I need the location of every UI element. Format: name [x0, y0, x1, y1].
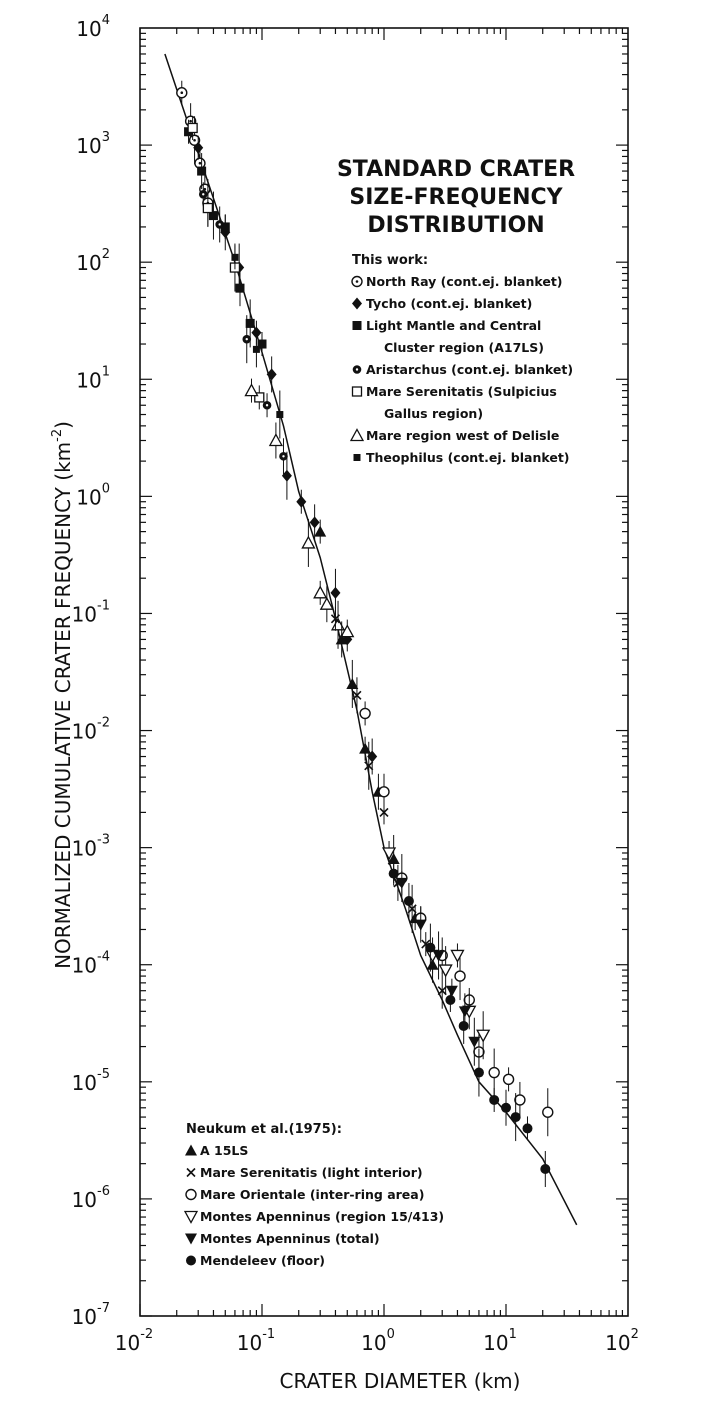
y-tick-label [72, 1184, 110, 1212]
legend-label: A 15LS [200, 1143, 249, 1158]
y-axis-label-text [50, 421, 75, 969]
legend-label: Mare region west of Delisle [366, 428, 560, 443]
chart-title-line-2: SIZE-FREQUENCY [349, 185, 563, 210]
legend-label: Mare Serenitatis (light interior) [200, 1165, 423, 1180]
x-tick-label [483, 1327, 517, 1355]
legend-label: Mare Orientale (inter-ring area) [200, 1187, 425, 1202]
data-point [404, 896, 414, 906]
legend-marker [354, 454, 361, 461]
legend-label: Tycho (cont.ej. blanket) [366, 296, 533, 311]
y-tick-label-exp: -6 [97, 1183, 110, 1199]
y-tick-label-exp: 2 [101, 247, 110, 263]
legend-entry [186, 1187, 424, 1202]
data-point [296, 496, 306, 508]
y-tick-label-exp: 0 [101, 481, 110, 497]
data-point [231, 254, 238, 261]
y-axis-label-sup: -2 [50, 428, 65, 442]
data-point [314, 587, 326, 598]
y-tick-label-base: 10 [71, 953, 98, 978]
legend-entry [354, 450, 570, 465]
chart-title-line-3: DISTRIBUTION [367, 213, 545, 238]
legend-label: Aristarchus (cont.ej. blanket) [366, 362, 574, 377]
data-point [415, 920, 427, 931]
data-point [310, 516, 320, 528]
y-tick-label-exp: -1 [97, 598, 110, 614]
data-point [451, 950, 463, 961]
y-tick-label-exp: -4 [97, 949, 110, 965]
legend-marker [353, 366, 361, 374]
legend-marker [185, 1212, 197, 1223]
y-tick-label-base: 10 [71, 602, 98, 627]
y-axis-label [50, 421, 75, 969]
y-tick-label [72, 598, 110, 626]
data-point [446, 986, 458, 997]
x-tick-label-exp: -2 [140, 1327, 154, 1342]
legend-label: Light Mantle and Central [366, 318, 542, 333]
x-tick-label-base: 10 [236, 1331, 263, 1355]
data-point [445, 995, 455, 1005]
legend-entry [185, 1209, 444, 1224]
data-point [440, 965, 452, 976]
legend-marker [351, 430, 363, 441]
legend-label: Mendeleev (floor) [200, 1253, 326, 1268]
x-tick-label [361, 1327, 395, 1355]
y-tick-label-base: 10 [71, 719, 98, 744]
y-axis-label-tail: ) [51, 421, 75, 429]
y-tick-label-base: 10 [76, 17, 102, 41]
data-point [177, 88, 187, 98]
data-point [515, 1095, 525, 1105]
series-9 [360, 701, 553, 1136]
y-tick-label [76, 13, 110, 41]
data-point [314, 526, 326, 537]
y-tick-label [72, 950, 110, 978]
legend-entry [186, 1253, 325, 1268]
data-points [177, 81, 553, 1187]
data-point [459, 1021, 469, 1031]
legend-entry [353, 318, 542, 333]
y-tick-label [72, 1301, 110, 1329]
y-tick-label-base: 10 [71, 836, 98, 861]
y-tick-label [76, 247, 110, 275]
y-axis-label-main: NORMALIZED CUMULATIVE CRATER FREQUENCY (km [51, 441, 75, 969]
data-point [359, 743, 371, 754]
legend-entry [187, 1165, 423, 1180]
legend-group-1 [185, 1122, 444, 1268]
data-point [489, 1095, 499, 1105]
series-5 [245, 379, 353, 649]
x-tick-label-base: 10 [361, 1331, 387, 1355]
y-tick-label [72, 1067, 110, 1095]
data-point [474, 1068, 484, 1078]
data-point [263, 401, 271, 409]
data-point [425, 943, 435, 953]
legend-entry [353, 384, 557, 399]
data-point [276, 411, 283, 418]
legend-label: Gallus region) [384, 406, 484, 421]
x-tick-label-exp: 2 [630, 1327, 639, 1342]
legend-label: Montes Apenninus (region 15/413) [200, 1209, 445, 1224]
series-3 [199, 182, 287, 474]
legend-heading: This work: [352, 253, 429, 268]
data-point [330, 587, 340, 599]
legend-marker [352, 298, 362, 310]
chart-title [337, 157, 575, 238]
x-tick-label [605, 1327, 639, 1355]
legend-marker [187, 1169, 195, 1177]
x-axis-label: CRATER DIAMETER (km) [279, 1369, 521, 1393]
legend-marker [186, 1256, 196, 1266]
x-tick-label-base: 10 [483, 1331, 509, 1355]
y-tick-label-base: 10 [71, 1187, 98, 1212]
data-point [253, 346, 260, 353]
y-tick-label-exp: -7 [97, 1301, 110, 1316]
data-point [511, 1112, 521, 1122]
legend-entry [352, 296, 532, 311]
data-point [455, 971, 465, 981]
chart-title-line-1: STANDARD CRATER [336, 157, 576, 182]
x-tick-label-base: 10 [605, 1331, 631, 1355]
data-point [522, 1123, 532, 1133]
y-tick-label [72, 833, 110, 861]
legend-marker [186, 1190, 196, 1200]
y-tick-label-base: 10 [71, 1070, 98, 1095]
legend-label: Montes Apenninus (total) [200, 1231, 380, 1246]
y-tick-label-exp: 1 [101, 364, 110, 380]
x-tick-label-exp: -1 [262, 1327, 276, 1342]
legend-entry [185, 1231, 380, 1246]
data-point [199, 190, 207, 198]
y-tick-label-base: 10 [71, 1305, 98, 1329]
legend-marker [185, 1145, 197, 1156]
x-tick-label-exp: 1 [508, 1327, 517, 1342]
x-tick-label [115, 1327, 153, 1355]
data-point [243, 335, 251, 343]
y-tick-label-exp: 4 [101, 13, 110, 28]
legend-marker [185, 1234, 197, 1245]
data-point [389, 869, 399, 879]
y-tick-label [76, 481, 110, 509]
y-tick-label-exp: 3 [101, 130, 110, 146]
data-point [267, 368, 277, 380]
data-point [540, 1164, 550, 1174]
data-point [360, 708, 370, 718]
legend-label: Theophilus (cont.ej. blanket) [366, 450, 570, 465]
y-tick-label-exp: -5 [97, 1066, 110, 1082]
legend-entry [352, 274, 563, 289]
legend-entry [351, 428, 559, 443]
x-tick-label-base: 10 [114, 1331, 141, 1355]
data-point [280, 452, 288, 460]
legend-entry [384, 406, 483, 421]
y-tick-label [76, 130, 110, 158]
legend-entry [353, 362, 573, 377]
data-point [203, 204, 212, 213]
legend-entry [185, 1143, 248, 1158]
data-point [501, 1103, 511, 1113]
data-point [379, 787, 389, 797]
y-tick-label-exp: -3 [97, 832, 110, 848]
legend-marker [352, 277, 362, 287]
data-point [216, 221, 224, 229]
data-point [543, 1107, 553, 1117]
legend-heading: Neukum et al.(1975): [186, 1122, 342, 1137]
y-tick-label [72, 716, 110, 744]
data-point [489, 1068, 499, 1078]
y-tick-label-base: 10 [76, 485, 102, 510]
y-tick-label [76, 364, 110, 392]
y-tick-label-exp: -2 [97, 715, 110, 731]
legend-label: North Ray (cont.ej. blanket) [366, 274, 563, 289]
data-point [235, 284, 244, 293]
legend-group-0 [351, 253, 573, 465]
data-point [188, 123, 197, 132]
legend-label: Mare Serenitatis (Sulpicius [366, 384, 557, 399]
data-point [197, 167, 206, 176]
legend-label: Cluster region (A17LS) [384, 340, 544, 355]
legend-marker [353, 321, 362, 330]
x-tick-label [237, 1327, 275, 1355]
x-tick-label-exp: 0 [386, 1327, 395, 1342]
y-tick-label-base: 10 [76, 368, 102, 393]
legend-entry [384, 340, 544, 355]
y-tick-label-base: 10 [76, 251, 102, 276]
series-2 [184, 120, 266, 356]
data-point [302, 537, 314, 548]
legend-marker [353, 387, 362, 396]
y-tick-label-base: 10 [76, 134, 102, 159]
data-point [504, 1074, 514, 1084]
data-point [245, 385, 257, 396]
